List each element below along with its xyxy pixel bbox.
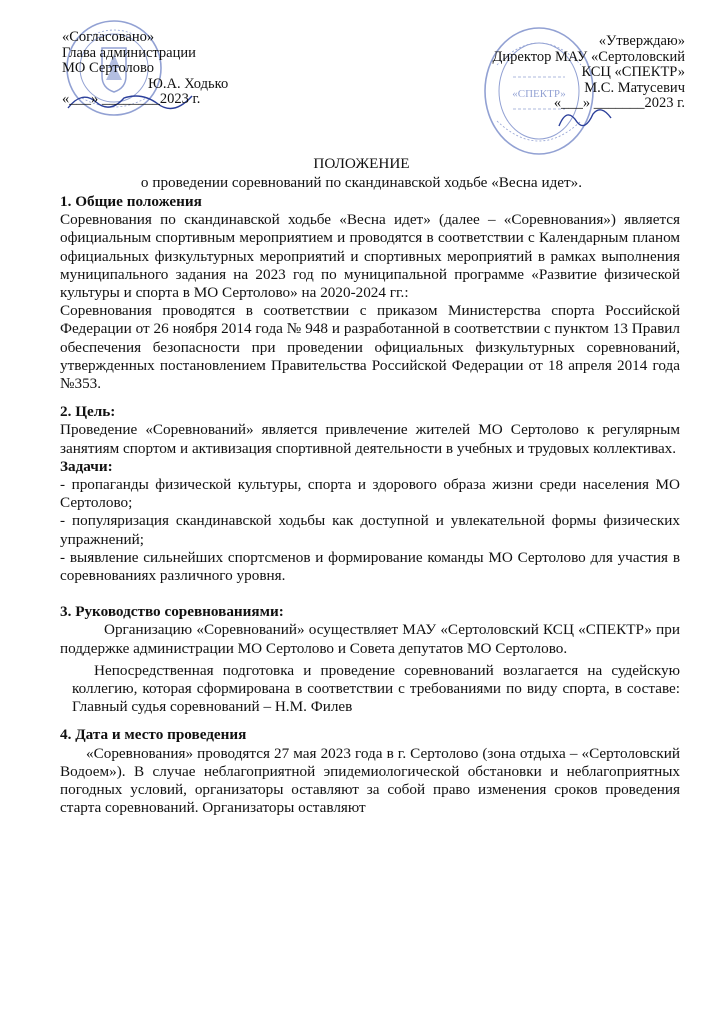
section-1-heading: 1. Общие положения xyxy=(60,193,202,210)
municipality-label: МО Сертолово xyxy=(62,60,155,76)
signatory-name-right: М.С. Матусевич xyxy=(584,79,685,96)
tasks-heading: Задачи: xyxy=(60,457,113,475)
task-item-2: - популяризация скандинавской ходьбы как доступной и увлекательной формы физических упражнений; xyxy=(60,512,680,548)
approval-block-left xyxy=(62,30,262,108)
signatory-name-left: Ю.А. Ходько xyxy=(148,75,229,92)
director-label: Директор МАУ «Сертоловский xyxy=(492,48,685,65)
organization-label: КСЦ «СПЕКТР» xyxy=(581,64,685,80)
section-3-heading: 3. Руководство соревнованиями: xyxy=(60,603,284,621)
section-3-paragraph-1: Организацию «Соревнований» осуществляет МАУ «Сертоловский КСЦ «СПЕКТР» при поддержке администрации МО Сертолово и Совета депутатов МО Сертолово. xyxy=(60,621,680,657)
section-4-paragraph-1: «Соревнования» проводятся 27 мая 2023 года в г. Сертолово (зона отдыха – «Сертоловский Водоем»). В случае неблагоприятной эпидемиологической обстановки и неблагоприятных погодных условий, организаторы оставляют за собой право изменения сроков проведения старта соревнований. Организаторы оставляют xyxy=(60,744,680,817)
section-1-paragraph-2: Соревнования проводятся в соответствии с приказом Министерства спорта Российской Федерации от 26 ноября 2014 года № 948 и разработанной в соответствии с пунктом 13 Правил обеспечения безопасности при проведении официальных физкультурных соревнований, утвержденных постановлением Правительства Российской Федерации от 18 апреля 2014 года №353. xyxy=(60,302,680,393)
section-4-heading: 4. Дата и место проведения xyxy=(60,726,247,744)
date-line-right: «___» _______2023 г. xyxy=(553,95,685,111)
task-item-1: - пропаганды физической культуры, спорта и здорового образа жизни среди населения МО Сертолово; xyxy=(60,476,680,512)
task-item-3: - выявление сильнейших спортсменов и формирование команды МО Сертолово для участия в соревнованиях различного уровня. xyxy=(60,548,680,585)
date-line-left: «___» ________2023 г. xyxy=(62,91,201,107)
document-title: ПОЛОЖЕНИЕ xyxy=(313,155,410,172)
head-of-administration-label: Глава администрации xyxy=(62,44,196,61)
document-body xyxy=(60,193,680,818)
section-1-paragraph-1: Соревнования по скандинавской ходьбе «Весна идет» (далее – «Соревнования») является официальным спортивным мероприятием и проводятся в соответствии с Календарным планом официальных физкультурных мероприятий и спортивных мероприятий в рамках выполнения муниципального задания на 2023 год по муниципальной программе «Развитие физической культуры и спорта в МО Сертолово» на 2020-2024 гг.: xyxy=(60,211,680,302)
agreed-label: «Согласовано» xyxy=(62,29,155,45)
section-3-paragraph-2: Непосредственная подготовка и проведение соревнований возлагается на судейскую коллегию, которая сформирована в соответствии с требованиями по виду спорта, в составе: Главный судья соревнований – Н.М. Филев xyxy=(72,661,680,716)
document-subtitle: о проведении соревнований по скандинавской ходьбе «Весна идет». xyxy=(140,174,583,191)
approve-label: «Утверждаю» xyxy=(598,33,685,49)
section-2-paragraph-1: Проведение «Соревнований» является привлечение жителей МО Сертолово к регулярным занятиям спортом и активизация спортивной деятельности в учебных и трудовых коллективах. xyxy=(60,421,680,457)
approval-block-right xyxy=(465,34,685,112)
seal-text: «СПЕКТР» xyxy=(512,88,566,100)
section-2-heading: 2. Цель: xyxy=(60,403,116,421)
